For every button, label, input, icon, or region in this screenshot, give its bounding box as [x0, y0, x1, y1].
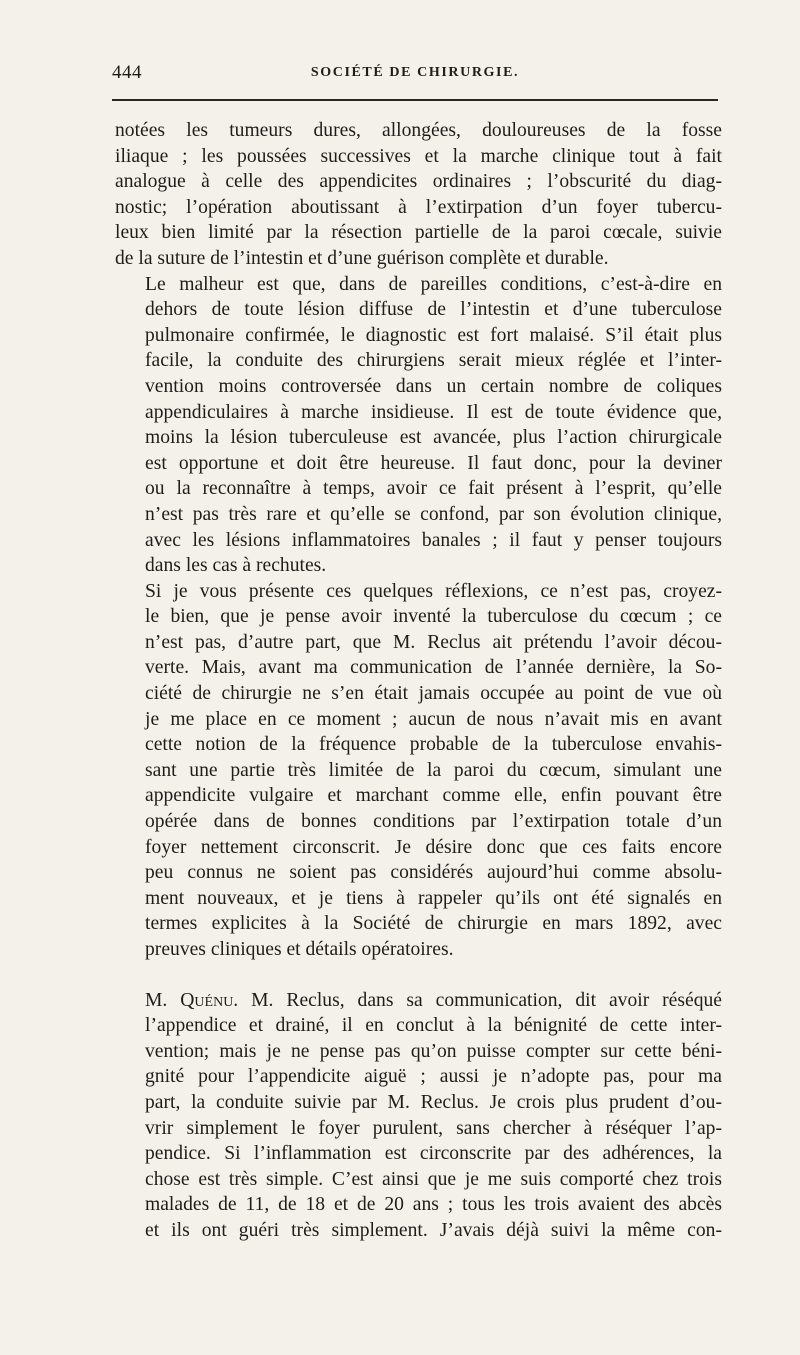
text-line: notées les tumeurs dures, allongées, douloureuses de la fosse: [115, 120, 722, 141]
text-line: iliaque ; les poussées successives et la marche clinique tout à fait: [115, 145, 722, 167]
text-line: ciété de chirurgie ne s’en était jamais occupée au point de vue où: [145, 683, 722, 705]
page-header: [112, 62, 718, 86]
text-line: vention moins controversée dans un certain nombre de coliques: [145, 375, 722, 397]
text-line: nostic; l’opération aboutissant à l’extirpation d’un foyer tubercu-: [115, 196, 722, 218]
text-line: appendicite vulgaire et marchant comme elle, enfin pouvant être: [145, 785, 722, 807]
text-line: Si je vous présente ces quelques réflexions, ce n’est pas, croyez-: [145, 580, 722, 602]
text-line: [115, 988, 722, 1014]
text-line: facile, la conduite des chirurgiens serait mieux réglée et l’inter-: [145, 350, 722, 372]
text-line: pulmonaire confirmée, le diagnostic est fort malaisé. S’il était plus: [145, 324, 722, 346]
text-line: verte. Mais, avant ma communication de l’année dernière, la So-: [145, 657, 722, 679]
text-line: dehors de toute lésion diffuse de l’intestin et d’une tuberculose: [145, 299, 722, 321]
text-line: sant une partie très limitée de la paroi du cœcum, simulant une: [145, 759, 722, 781]
text-line: part, la conduite suivie par M. Reclus. Je crois plus prudent d’ou-: [145, 1091, 722, 1113]
text-line: analogue à celle des appendicites ordinaires ; l’obscurité du diag-: [115, 171, 722, 193]
text-line: termes explicites à la Société de chirurgie en mars 1892, avec: [145, 913, 722, 935]
header-rule: [112, 99, 718, 101]
text-line: leux bien limité par la résection partielle de la paroi cœcale, suivie: [115, 222, 722, 244]
text-line: moins la lésion tuberculeuse est avancée, plus l’action chirurgicale: [145, 427, 722, 449]
text-line: l’appendice et drainé, il en conclut à la bénignité de cette inter-: [145, 1015, 722, 1037]
text-line: ment nouveaux, et je tiens à rappeler qu’ils ont été signalés en: [145, 887, 722, 909]
running-title: SOCIÉTÉ DE CHIRURGIE.: [310, 65, 520, 80]
text-line: peu connus ne soient pas considérés aujourd’hui comme absolu-: [145, 862, 722, 884]
text-line: de la suture de l’intestin et d’une guérison complète et durable.: [115, 247, 609, 269]
paragraph-1: [115, 118, 722, 272]
text-line: le bien, que je pense avoir inventé la tuberculose du cœcum ; ce: [145, 606, 722, 628]
text-line: vention; mais je ne pense pas qu’on puisse compter sur cette béni-: [145, 1040, 722, 1062]
text-line: ou la reconnaître à temps, avoir ce fait présent à l’esprit, qu’elle: [145, 478, 722, 500]
text-line: opérée dans de bonnes conditions par l’extirpation totale d’un: [145, 811, 722, 833]
text-line: je me place en ce moment ; aucun de nous n’avait mis en avant: [145, 708, 722, 730]
text-line: chose est très simple. C’est ainsi que je me suis comporté chez trois: [145, 1168, 722, 1190]
text-line: est opportune et doit être heureuse. Il faut donc, pour la deviner: [145, 452, 722, 474]
body-text: [115, 118, 722, 1244]
text-line: foyer nettement circonscrit. Je désire donc que ces faits encore: [145, 836, 722, 858]
text-line: malades de 11, de 18 et de 20 ans ; tous les trois avaient des abcès: [145, 1194, 722, 1216]
paragraph-3: [115, 579, 722, 963]
paragraph-2: [115, 272, 722, 579]
text-line: preuves cliniques et détails opératoires.: [145, 939, 454, 960]
text-line: pendice. Si l’inflammation est circonscrite par des adhérences, la: [145, 1143, 722, 1165]
paragraph-4: [115, 988, 722, 1244]
text-line: n’est pas très rare et qu’elle se confond, par son évolution clinique,: [145, 503, 722, 525]
page-number: 444: [112, 62, 142, 83]
speaker-name: Quénu.: [180, 989, 239, 1011]
text-line: Le malheur est que, dans de pareilles conditions, c’est-à-dire en: [145, 273, 722, 295]
text-line: avec les lésions inflammatoires banales ; il faut y penser toujours: [145, 529, 722, 551]
speaker-remark: M. Reclus, dans sa communication, dit avoir réséqué: [238, 989, 722, 1011]
text-line: gnité pour l’appendicite aiguë ; aussi je n’adopte pas, pour ma: [145, 1066, 722, 1088]
text-line: et ils ont guéri très simplement. J’avais déjà suivi la même con-: [145, 1219, 722, 1241]
text-line: vrir simplement le foyer purulent, sans chercher à réséquer l’ap-: [145, 1117, 722, 1139]
text-line: dans les cas à rechutes.: [145, 555, 327, 577]
text-line: appendiculaires à marche insidieuse. Il est de toute évidence que,: [145, 401, 722, 423]
speaker-prefix: M.: [145, 989, 168, 1011]
text-line: n’est pas, d’autre part, que M. Reclus ait prétendu l’avoir décou-: [145, 631, 722, 653]
text-line: cette notion de la fréquence probable de la tuberculose envahis-: [145, 734, 722, 756]
